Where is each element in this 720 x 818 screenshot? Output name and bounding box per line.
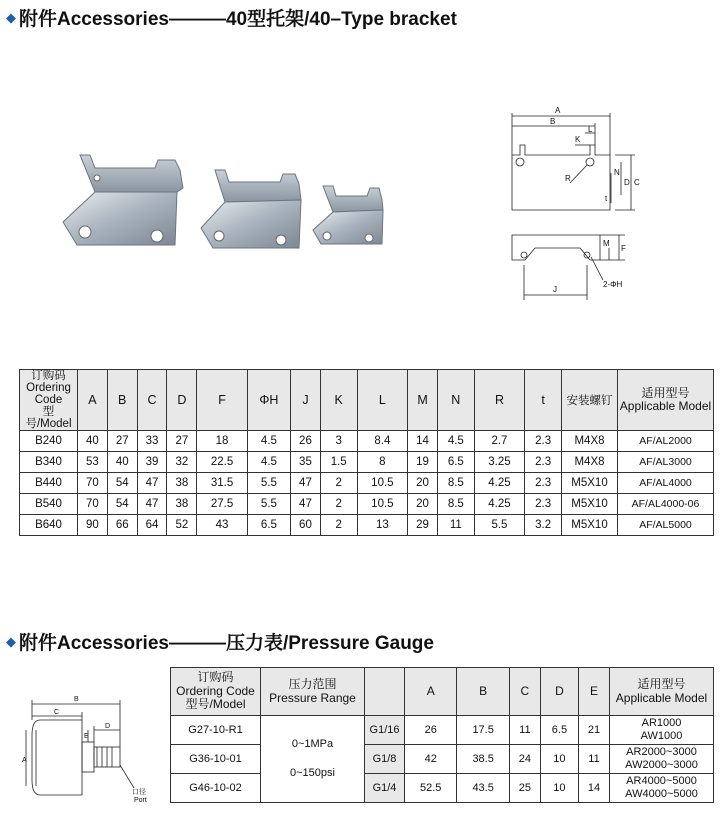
header-applicable-model: 适用型号 Applicable Model [610,668,714,716]
dim-label-c: C [634,178,640,187]
bracket-medium [201,170,301,248]
header-j: J [291,370,321,431]
bracket-small [313,186,383,244]
header-screw: 安装螺钉 [562,370,618,431]
header-b: B [457,668,509,716]
header-applicable-model: 适用型号 Applicable Model [618,370,714,431]
table-row: B540 70 54 47 38 27.5 5.5 47 2 10.5 20 8.5 4.25 2.3 M5X10 AF/AL4000-06 [20,494,714,515]
header-d: D [167,370,197,431]
dim-label-l: L [588,125,593,134]
section-title-text: 附件Accessories———压力表/Pressure Gauge [19,633,434,654]
header-d: D [540,668,578,716]
header-port [365,668,405,716]
header-t: t [525,370,562,431]
diamond-bullet-icon: ◆ [6,633,16,649]
dim-label-n: N [614,168,620,177]
pressure-range-cell: 0~1MPa 0~150psi [261,716,365,803]
bracket-large [63,155,183,245]
gauge-dim-a: A [22,757,27,764]
table-row: B440 70 54 47 38 31.5 5.5 47 2 10.5 20 8.5 4.25 2.3 M5X10 AF/AL4000 [20,473,714,494]
table-row: G36-10-01 G1/8 42 38.5 24 10 11 AR2000~3000 AW2000~3000 [171,745,714,774]
section-title-gauge [6,628,434,655]
table-row: G27-10-R1 0~1MPa 0~150psi G1/16 26 17.5 11 6.5 21 AR1000 AW1000 [171,716,714,745]
header-f: F [197,370,248,431]
section-title-bracket [6,4,457,31]
dim-label-d: D [624,178,630,187]
gauge-dim-e: E [84,733,89,740]
header-r: R [474,370,525,431]
header-l: L [357,370,408,431]
pressure-gauge-diagram [22,690,162,808]
header-h: ΦH [247,370,290,431]
header-a: A [78,370,108,431]
header-ordering-code: 订购码 Ordering Code 型号/Model [20,370,78,431]
dim-label-h: 2-ΦH [603,280,623,289]
dim-label-a: A [555,106,561,115]
pressure-gauge-table [170,667,714,803]
bracket-spec-table [19,369,714,536]
table-row: B340 53 40 39 32 22.5 4.5 35 1.5 8 19 6.5 3.25 2.3 M4X8 AF/AL3000 [20,452,714,473]
gauge-dim-d: D [105,723,111,730]
dim-label-k: K [575,135,581,144]
header-ordering-code: 订购码 Ordering Code 型号/Model [171,668,261,716]
header-b: B [107,370,137,431]
gauge-port-cn: 口径 [132,789,146,796]
dim-label-f: F [621,244,626,253]
bracket-dimension-diagram [495,105,655,315]
header-k: K [320,370,357,431]
header-c: C [137,370,167,431]
dim-label-j: J [553,285,557,294]
table-row: B640 90 66 64 52 43 6.5 60 2 13 29 11 5.5 3.2 M5X10 AF/AL5000 [20,515,714,536]
dim-label-m: M [603,239,610,248]
table-header-row [171,668,714,716]
bracket-photo [55,140,400,270]
header-m: M [408,370,438,431]
header-pressure-range: 压力范围 Pressure Range [261,668,365,716]
diamond-bullet-icon: ◆ [6,9,16,25]
gauge-port-en: Port [134,797,147,804]
table-header-row [20,370,714,431]
dim-label-t: t [605,194,608,203]
table-row: G46-10-02 G1/4 52.5 43.5 25 10 14 AR4000~5000 AW4000~5000 [171,774,714,803]
table-row: B240 40 27 33 27 18 4.5 26 3 8.4 14 4.5 2.7 2.3 M4X8 AF/AL2000 [20,431,714,452]
section-title-text: 附件Accessories———40型托架/40–Type bracket [19,9,457,30]
dim-label-b: B [550,117,556,126]
header-e: E [578,668,609,716]
header-a: A [405,668,457,716]
gauge-dim-b: B [74,696,79,703]
dim-label-r: R [565,174,571,183]
gauge-dim-c: C [54,709,60,716]
header-c: C [509,668,540,716]
header-n: N [437,370,474,431]
